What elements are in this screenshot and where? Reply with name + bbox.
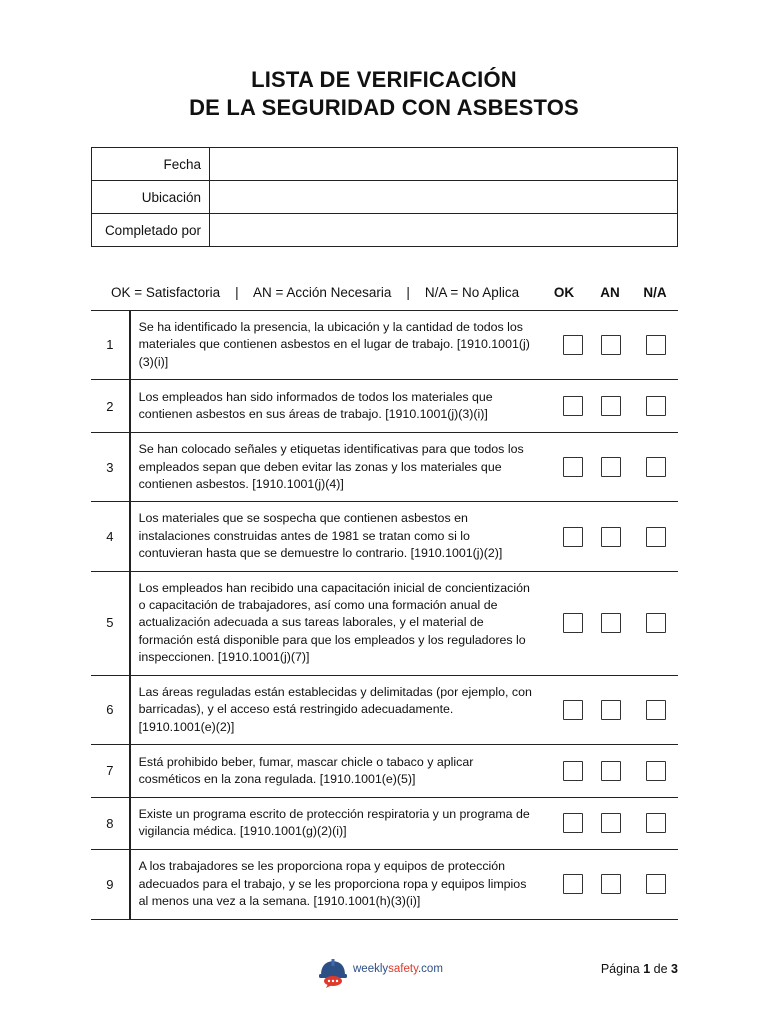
item-text: Los empleados han recibido una capacitación inicial de concientización o capacitación de trabajadores, así como una formación anual de actualización adecuada a sus tareas laborales, y el material de formación está disponible para que los empleados y los reguladores lo inspeccionen. [1910.1001(j)(7)]: [138, 580, 530, 665]
checkbox-na[interactable]: [646, 761, 666, 781]
item-number: 6: [91, 675, 130, 744]
title-line-2: DE LA SEGURIDAD CON ASBESTOS: [189, 95, 579, 120]
item-text: A los trabajadores se les proporciona ropa y equipos de protección adecuados para el trabajo, y se les proporciona ropa y equipos limpios al menos una vez a la semana. [1910.1001(h)(3)(i)]: [138, 859, 527, 909]
checkbox-na[interactable]: [646, 527, 666, 547]
checkbox-cell-ok: [544, 502, 589, 571]
checkbox-an[interactable]: [601, 761, 621, 781]
checkbox-ok[interactable]: [563, 457, 583, 477]
item-text: Las áreas reguladas están establecidas y delimitadas (por ejemplo, con barricadas), y el acceso está restringido adecuadamente. [1910.1001(e)(2)]: [138, 684, 532, 734]
fecha-label: Fecha: [92, 148, 210, 181]
checkbox-cell-ok: [544, 744, 589, 797]
checkbox-cell-an: [589, 502, 634, 571]
item-text: Existe un programa escrito de protección respiratoria y un programa de vigilancia médica. [1910.1001(g)(2)(i)]: [138, 807, 530, 839]
page-prefix: Página: [600, 962, 644, 976]
checkbox-cell-na: [633, 380, 678, 433]
checkbox-an[interactable]: [601, 700, 621, 720]
checkbox-cell-na: [633, 571, 678, 675]
checkbox-cell-na: [633, 744, 678, 797]
completado-label: Completado por: [92, 214, 210, 247]
checkbox-an[interactable]: [601, 335, 621, 355]
checkbox-an[interactable]: [601, 813, 621, 833]
checkbox-cell-na: [633, 433, 678, 502]
checkbox-an[interactable]: [601, 396, 621, 416]
checkbox-ok[interactable]: [563, 335, 583, 355]
checkbox-cell-ok: [544, 311, 589, 380]
checkbox-cell-an: [589, 797, 634, 849]
column-header-ok: OK: [553, 285, 575, 300]
checkbox-ok[interactable]: [563, 700, 583, 720]
checkbox-cell-na: [633, 849, 678, 919]
checkbox-ok[interactable]: [563, 396, 583, 416]
ubicacion-field[interactable]: [210, 181, 678, 214]
checkbox-cell-an: [589, 311, 634, 380]
item-number: 8: [91, 797, 130, 849]
checklist-row: [91, 311, 678, 380]
ubicacion-label: Ubicación: [92, 181, 210, 214]
logo-com: .com: [417, 963, 443, 975]
checkbox-na[interactable]: [646, 613, 666, 633]
item-number: 1: [91, 311, 130, 380]
checkbox-na[interactable]: [646, 874, 666, 894]
page-current: 1: [643, 962, 651, 976]
checkbox-cell-na: [633, 797, 678, 849]
checkbox-cell-ok: [544, 571, 589, 675]
checkbox-cell-ok: [544, 433, 589, 502]
legend-row: [91, 284, 678, 304]
checklist-row: [91, 502, 678, 571]
checklist-table: [91, 310, 678, 920]
checkbox-cell-ok: [544, 380, 589, 433]
checkbox-ok[interactable]: [563, 761, 583, 781]
completado-field[interactable]: [210, 214, 678, 247]
checkbox-an[interactable]: [601, 874, 621, 894]
checklist-row: [91, 849, 678, 919]
checkbox-ok[interactable]: [563, 613, 583, 633]
checkbox-cell-na: [633, 311, 678, 380]
info-row-completado: [92, 214, 678, 247]
checkbox-na[interactable]: [646, 700, 666, 720]
column-header-na: N/A: [643, 285, 667, 300]
item-number: 5: [91, 571, 130, 675]
checklist-row: [91, 675, 678, 744]
checkbox-cell-na: [633, 675, 678, 744]
checkbox-na[interactable]: [646, 813, 666, 833]
info-row-fecha: [92, 148, 678, 181]
checkbox-na[interactable]: [646, 457, 666, 477]
info-table: [91, 147, 678, 247]
checkbox-cell-an: [589, 571, 634, 675]
checkbox-cell-an: [589, 380, 634, 433]
logo-safety: safety: [388, 963, 418, 975]
item-text: Los materiales que se sospecha que contienen asbestos en instalaciones construidas antes de 1981 se tratan como si lo contuvieran hasta que se demuestre lo contrario. [1910.1001(j)(2)]: [138, 511, 503, 561]
checkbox-ok[interactable]: [563, 813, 583, 833]
title-line-1: LISTA DE VERIFICACIÓN: [251, 67, 517, 92]
checkbox-cell-an: [589, 849, 634, 919]
checkbox-na[interactable]: [646, 335, 666, 355]
checkbox-cell-an: [589, 744, 634, 797]
logo-wordmark: [353, 963, 443, 975]
item-number: 7: [91, 744, 130, 797]
document-title: [0, 66, 768, 122]
item-text: Se han colocado señales y etiquetas identificativas para que todos los empleados sepan que deben evitar las zonas y los materiales que contienen asbestos. [1910.1001(j)(4)]: [138, 442, 524, 492]
column-header-an: AN: [600, 285, 620, 300]
info-row-ubicacion: [92, 181, 678, 214]
checkbox-an[interactable]: [601, 457, 621, 477]
item-text: Los empleados han sido informados de todos los materiales que contienen asbestos en sus áreas de trabajo. [1910.1001(j)(3)(i)]: [138, 389, 493, 422]
item-number: 9: [91, 849, 130, 919]
checklist-row: [91, 433, 678, 502]
checkbox-ok[interactable]: [563, 527, 583, 547]
checkbox-na[interactable]: [646, 396, 666, 416]
checkbox-cell-na: [633, 502, 678, 571]
page-total: 3: [671, 962, 678, 976]
checklist-row: [91, 380, 678, 433]
hardhat-chat-icon: [316, 954, 350, 988]
item-text: Está prohibido beber, fumar, mascar chicle o tabaco y aplicar cosméticos en la zona regulada. [1910.1001(e)(5)]: [138, 754, 474, 786]
checklist-body: [91, 311, 678, 920]
legend-text: OK = Satisfactoria | AN = Acción Necesaria | N/A = No Aplica: [111, 285, 520, 300]
item-text: Se ha identificado la presencia, la ubicación y la cantidad de todos los materiales que contienen asbestos en el lugar de trabajo. [1910.1001(j)(3)(i)]: [138, 320, 530, 369]
checkbox-cell-ok: [544, 675, 589, 744]
logo-weekly: weekly: [353, 963, 389, 975]
checkbox-cell-an: [589, 675, 634, 744]
checkbox-cell-an: [589, 433, 634, 502]
item-number: 2: [91, 380, 130, 433]
weeklysafety-logo: [316, 954, 456, 988]
checkbox-an[interactable]: [601, 527, 621, 547]
fecha-field[interactable]: [210, 148, 678, 181]
checkbox-cell-ok: [544, 849, 589, 919]
page-mid: de: [650, 962, 672, 976]
page-number: [601, 962, 678, 976]
checklist-row: [91, 797, 678, 849]
checklist-row: [91, 571, 678, 675]
checklist-row: [91, 744, 678, 797]
item-number: 3: [91, 433, 130, 502]
checkbox-cell-ok: [544, 797, 589, 849]
checkbox-ok[interactable]: [563, 874, 583, 894]
item-number: 4: [91, 502, 130, 571]
checkbox-an[interactable]: [601, 613, 621, 633]
